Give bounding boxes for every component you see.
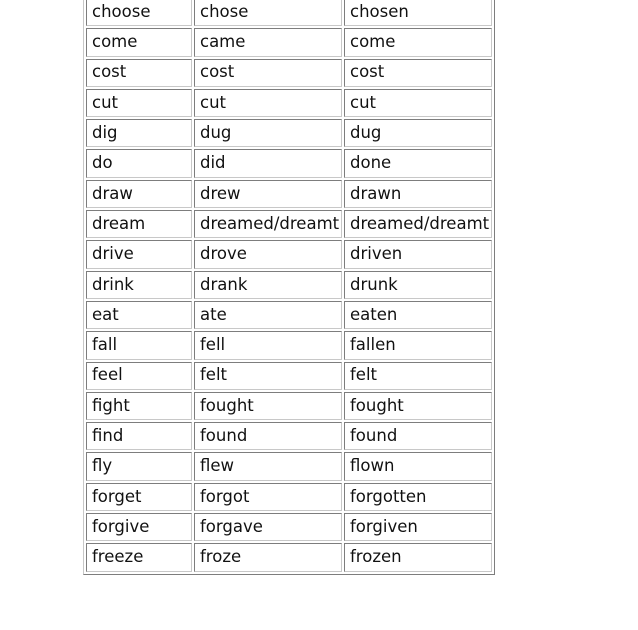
past-simple-cell: drew — [194, 180, 342, 208]
table-row — [86, 422, 492, 450]
past-participle-cell: fallen — [344, 331, 492, 359]
past-participle-cell: flown — [344, 452, 492, 480]
past-participle-cell: eaten — [344, 301, 492, 329]
table-row — [86, 119, 492, 147]
past-simple-cell: dreamed/dreamt — [194, 210, 342, 238]
base-form-cell: cost — [86, 59, 192, 87]
past-simple-cell: felt — [194, 362, 342, 390]
base-form-cell: fight — [86, 392, 192, 420]
table-row — [86, 301, 492, 329]
table-row — [86, 513, 492, 541]
table-row — [86, 271, 492, 299]
base-form-cell: draw — [86, 180, 192, 208]
base-form-cell: drink — [86, 271, 192, 299]
past-simple-cell: fought — [194, 392, 342, 420]
table-row — [86, 180, 492, 208]
past-participle-cell: forgiven — [344, 513, 492, 541]
past-simple-cell: found — [194, 422, 342, 450]
base-form-cell: freeze — [86, 543, 192, 571]
table-row — [86, 28, 492, 56]
table-row — [86, 362, 492, 390]
table-row — [86, 210, 492, 238]
base-form-cell: dream — [86, 210, 192, 238]
table-row — [86, 452, 492, 480]
base-form-cell: fall — [86, 331, 192, 359]
base-form-cell: do — [86, 149, 192, 177]
table-row — [86, 331, 492, 359]
table-row — [86, 392, 492, 420]
past-participle-cell: found — [344, 422, 492, 450]
table-row — [86, 59, 492, 87]
past-participle-cell: felt — [344, 362, 492, 390]
past-simple-cell: drank — [194, 271, 342, 299]
past-simple-cell: cost — [194, 59, 342, 87]
base-form-cell: feel — [86, 362, 192, 390]
past-simple-cell: came — [194, 28, 342, 56]
irregular-verbs-table — [83, 0, 495, 575]
base-form-cell: choose — [86, 0, 192, 26]
past-participle-cell: chosen — [344, 0, 492, 26]
past-participle-cell: come — [344, 28, 492, 56]
past-simple-cell: chose — [194, 0, 342, 26]
base-form-cell: come — [86, 28, 192, 56]
table-row — [86, 483, 492, 511]
past-participle-cell: forgotten — [344, 483, 492, 511]
base-form-cell: eat — [86, 301, 192, 329]
past-participle-cell: dreamed/dreamt — [344, 210, 492, 238]
past-participle-cell: dug — [344, 119, 492, 147]
base-form-cell: cut — [86, 89, 192, 117]
past-simple-cell: ate — [194, 301, 342, 329]
past-participle-cell: cut — [344, 89, 492, 117]
table-row — [86, 149, 492, 177]
past-simple-cell: forgot — [194, 483, 342, 511]
table-row — [86, 240, 492, 268]
past-simple-cell: froze — [194, 543, 342, 571]
table-row — [86, 89, 492, 117]
past-participle-cell: fought — [344, 392, 492, 420]
past-simple-cell: fell — [194, 331, 342, 359]
past-participle-cell: frozen — [344, 543, 492, 571]
past-simple-cell: forgave — [194, 513, 342, 541]
base-form-cell: forgive — [86, 513, 192, 541]
past-participle-cell: drunk — [344, 271, 492, 299]
past-simple-cell: drove — [194, 240, 342, 268]
past-participle-cell: cost — [344, 59, 492, 87]
past-simple-cell: cut — [194, 89, 342, 117]
table-row — [86, 0, 492, 26]
base-form-cell: dig — [86, 119, 192, 147]
past-simple-cell: dug — [194, 119, 342, 147]
base-form-cell: forget — [86, 483, 192, 511]
past-participle-cell: done — [344, 149, 492, 177]
past-simple-cell: flew — [194, 452, 342, 480]
base-form-cell: fly — [86, 452, 192, 480]
past-participle-cell: driven — [344, 240, 492, 268]
past-participle-cell: drawn — [344, 180, 492, 208]
table-row — [86, 543, 492, 571]
past-simple-cell: did — [194, 149, 342, 177]
base-form-cell: find — [86, 422, 192, 450]
base-form-cell: drive — [86, 240, 192, 268]
verbs-table-body — [86, 0, 492, 572]
